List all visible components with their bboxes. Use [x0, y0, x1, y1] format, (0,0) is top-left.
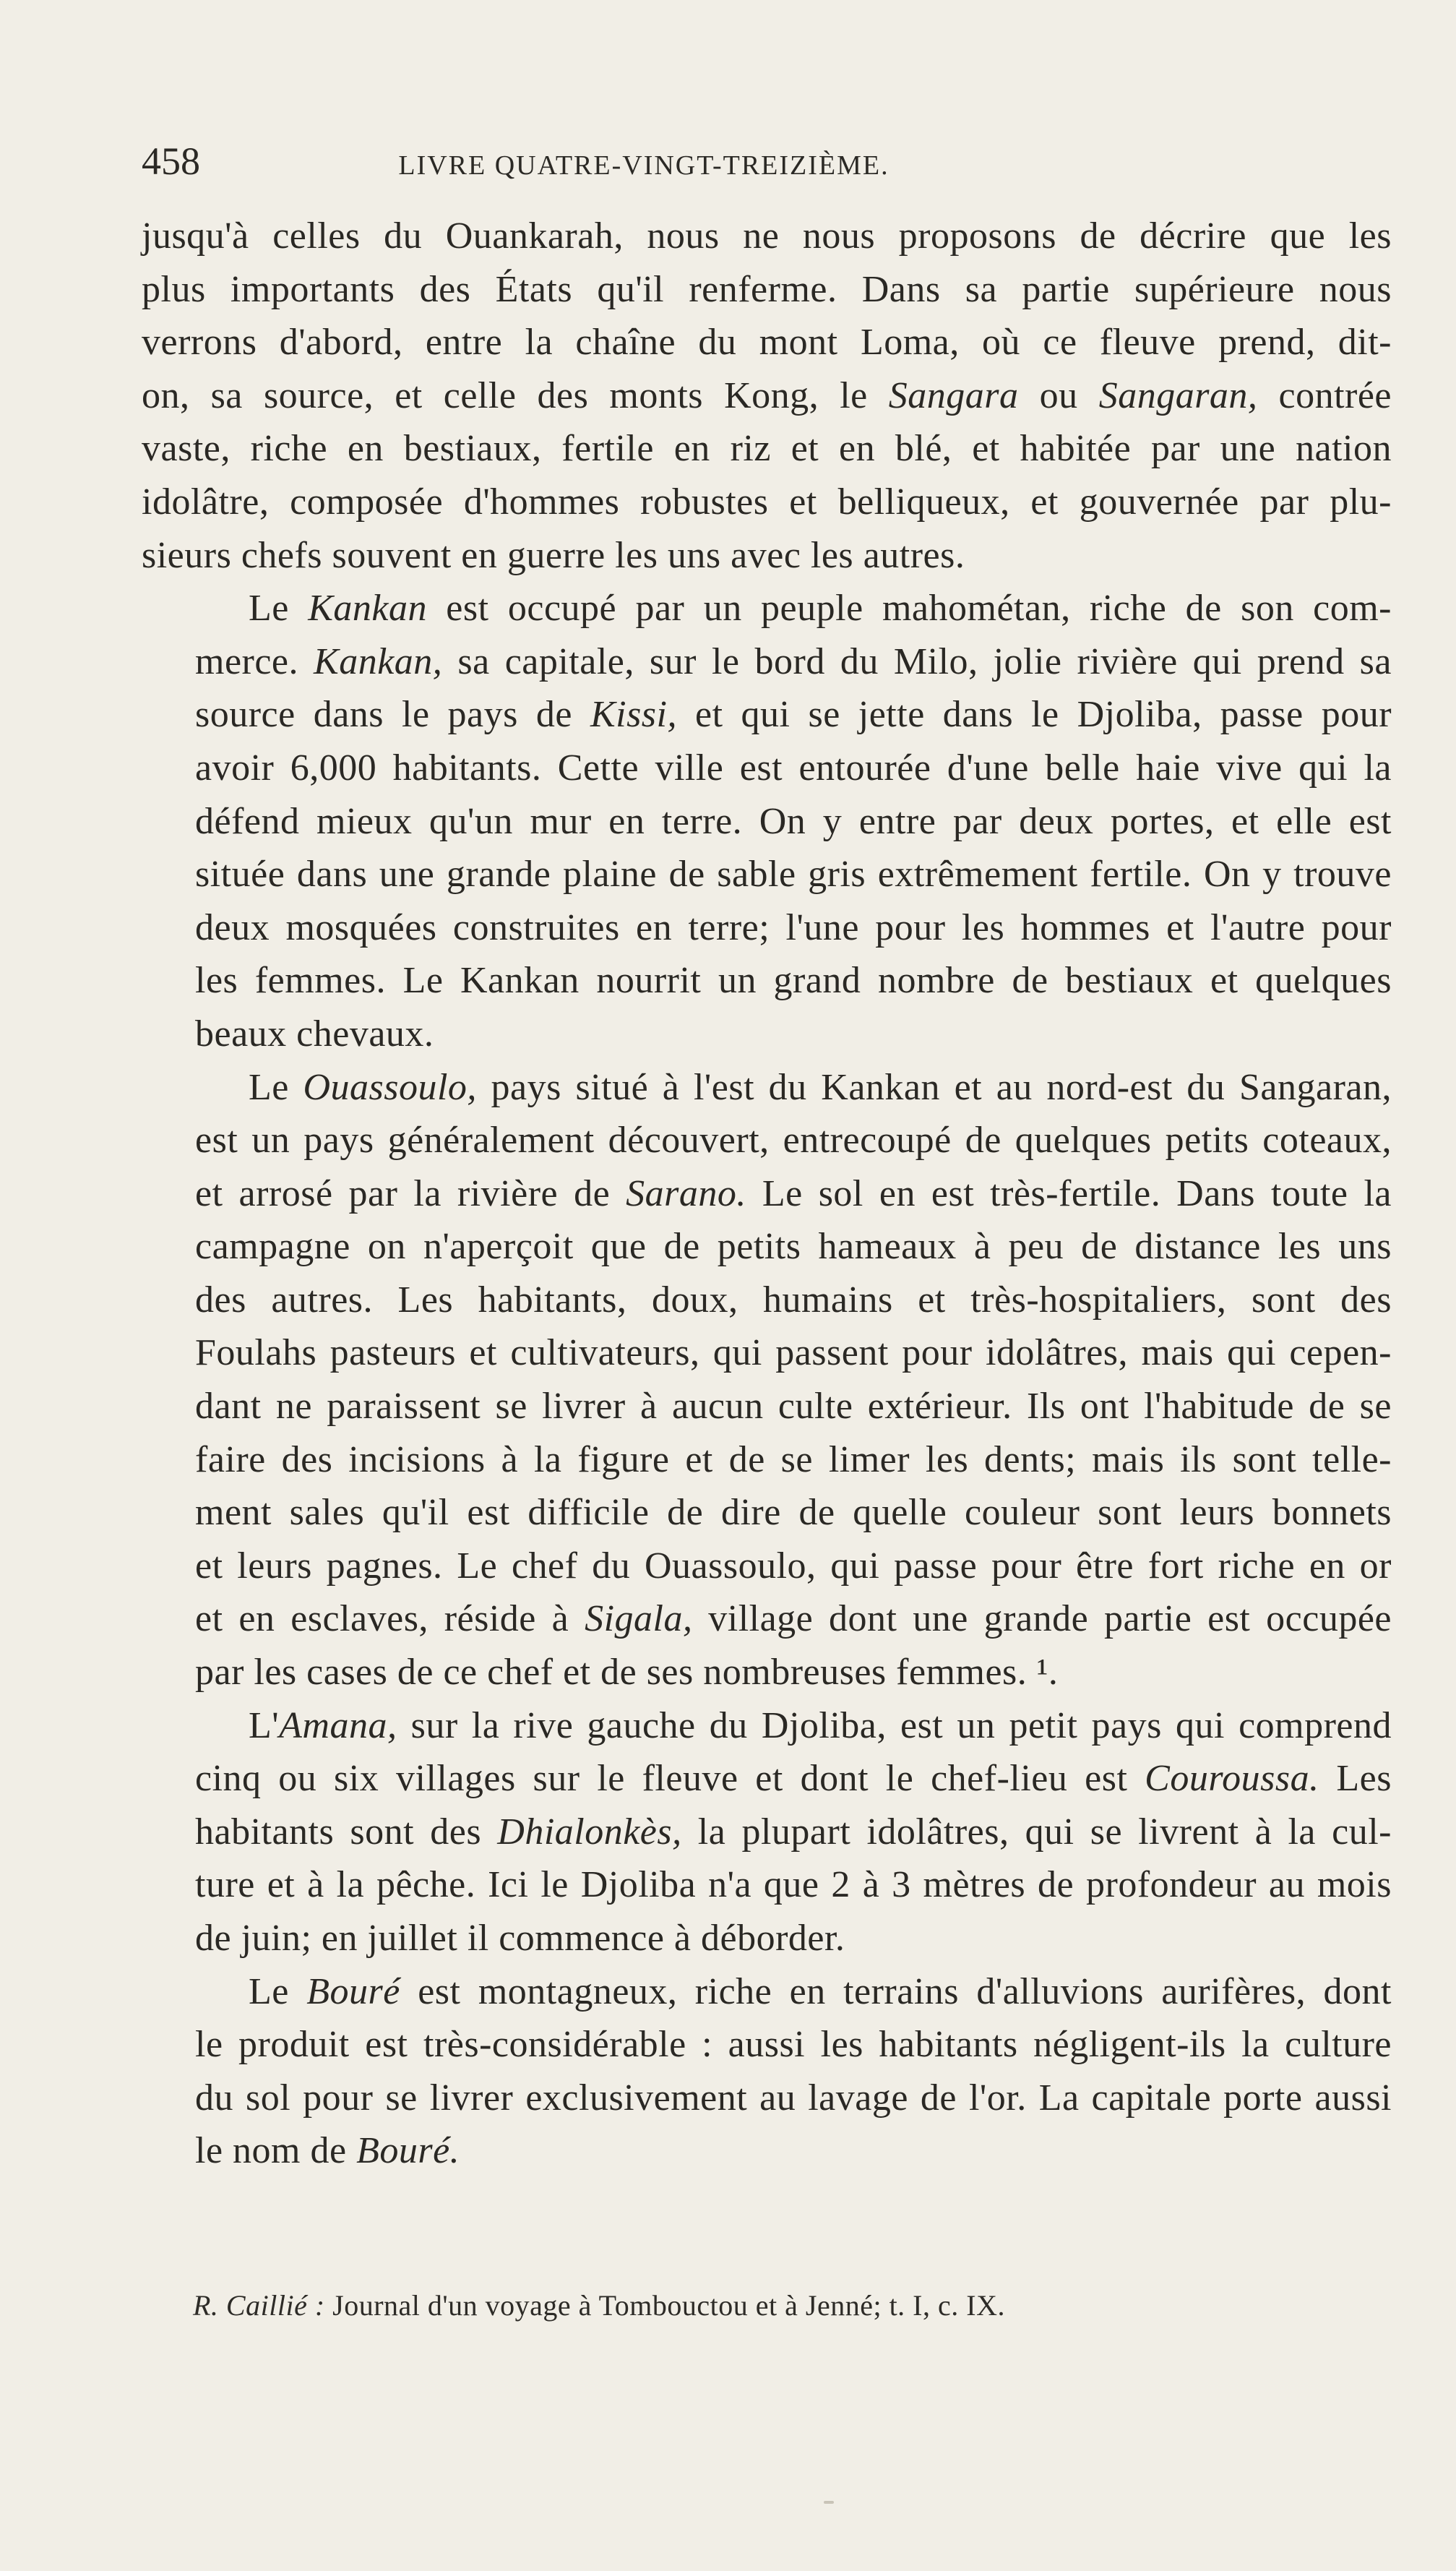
- text-line: les femmes. Le Kankan nourrit un grand nombre de bestiaux et quelques: [195, 960, 1392, 1002]
- text-line: et en esclaves, réside à Sigala, village dont une grande partie est occupée: [195, 1598, 1392, 1640]
- text-line: deux mosquées construites en terre; l'une pour les hommes et l'autre pour: [195, 906, 1392, 948]
- text-line: située dans une grande plaine de sable gris extrêmement fertile. On y trouve: [195, 854, 1392, 896]
- text-line: le nom de Bouré.: [195, 2130, 460, 2172]
- page-number: 458: [142, 140, 200, 183]
- text-line: idolâtre, composée d'hommes robustes et belliqueux, et gouvernée par plu-: [142, 481, 1392, 523]
- page-header: [142, 136, 1392, 186]
- text-line: du sol pour se livrer exclusivement au lavage de l'or. La capitale porte aussi: [195, 2077, 1392, 2119]
- paragraph-ouassoulo: [142, 1061, 1392, 1699]
- text-line: Le Bouré est montagneux, riche en terrains d'alluvions aurifères, dont: [249, 1970, 1392, 2012]
- text-line: ture et à la pêche. Ici le Djoliba n'a que 2 à 3 mètres de profondeur au mois: [195, 1864, 1392, 1906]
- text-line: dant ne paraissent se livrer à aucun culte extérieur. Ils ont l'habitude de se: [195, 1386, 1392, 1428]
- text-line: on, sa source, et celle des monts Kong, le Sangara ou Sangaran, contrée: [142, 374, 1392, 416]
- text-line: cinq ou six villages sur le fleuve et dont le chef-lieu est Couroussa. Les: [195, 1758, 1392, 1800]
- paragraph-kankan: [142, 582, 1392, 1060]
- text-line: faire des incisions à la figure et de se limer les dents; mais ils sont telle-: [195, 1438, 1392, 1480]
- footnote: [193, 2284, 1005, 2327]
- text-line: verrons d'abord, entre la chaîne du mont Loma, où ce fleuve prend, dit-: [142, 322, 1392, 364]
- text-line: Foulahs pasteurs et cultivateurs, qui passent pour idolâtres, mais qui cepen-: [195, 1332, 1392, 1374]
- body-text: [142, 210, 1392, 2178]
- text-line: de juin; en juillet il commence à déborder.: [195, 1918, 845, 1959]
- text-line: par les cases de ce chef et de ses nombreuses femmes. ¹.: [195, 1652, 1059, 1694]
- text-line: avoir 6,000 habitants. Cette ville est entourée d'une belle haie vive qui la: [195, 747, 1392, 789]
- paper-mark: [824, 2501, 834, 2504]
- text-line: jusqu'à celles du Ouankarah, nous ne nous proposons de décrire que les: [142, 215, 1392, 257]
- running-head: LIVRE QUATRE-VINGT-TREIZIÈME.: [398, 150, 889, 181]
- footnote-author: R. Caillié :: [193, 2289, 325, 2322]
- paragraph-sangara: [142, 210, 1392, 582]
- text-line: merce. Kankan, sa capitale, sur le bord du Milo, jolie rivière qui prend sa: [195, 640, 1392, 682]
- text-line: des autres. Les habitants, doux, humains et très-hospitaliers, sont des: [195, 1279, 1392, 1321]
- text-line: ment sales qu'il est difficile de dire de quelle couleur sont leurs bonnets: [195, 1492, 1392, 1534]
- text-line: et leurs pagnes. Le chef du Ouassoulo, qui passe pour être fort riche en or: [195, 1545, 1392, 1587]
- text-line: campagne on n'aperçoit que de petits hameaux à peu de distance les uns: [195, 1226, 1392, 1268]
- text-line: vaste, riche en bestiaux, fertile en riz et en blé, et habitée par une nation: [142, 428, 1392, 470]
- text-line: beaux chevaux.: [195, 1013, 434, 1055]
- text-line: L'Amana, sur la rive gauche du Djoliba, est un petit pays qui comprend: [249, 1704, 1392, 1746]
- paragraph-amana: [142, 1699, 1392, 1965]
- paragraph-boure: [142, 1965, 1392, 2178]
- text-line: défend mieux qu'un mur en terre. On y entre par deux portes, et elle est: [195, 800, 1392, 842]
- text-line: Le Ouassoulo, pays situé à l'est du Kankan et au nord-est du Sangaran,: [249, 1066, 1392, 1108]
- text-line: Le Kankan est occupé par un peuple mahométan, riche de son com-: [249, 588, 1392, 630]
- text-line: plus importants des États qu'il renferme. Dans sa partie supérieure nous: [142, 268, 1392, 310]
- text-line: sieurs chefs souvent en guerre les uns avec les autres.: [142, 534, 965, 576]
- text-line: est un pays généralement découvert, entrecoupé de quelques petits coteaux,: [195, 1120, 1392, 1162]
- text-line: le produit est très-considérable : aussi les habitants négligent-ils la culture: [195, 2024, 1392, 2066]
- text-line: source dans le pays de Kissi, et qui se jette dans le Djoliba, passe pour: [195, 694, 1392, 736]
- text-line: et arrosé par la rivière de Sarano. Le sol en est très-fertile. Dans toute la: [195, 1172, 1392, 1214]
- footnote-text: Journal d'un voyage à Tombouctou et à Jenné; t. I, c. IX.: [332, 2289, 1005, 2322]
- text-line: habitants sont des Dhialonkès, la plupart idolâtres, qui se livrent à la cul-: [195, 1811, 1392, 1853]
